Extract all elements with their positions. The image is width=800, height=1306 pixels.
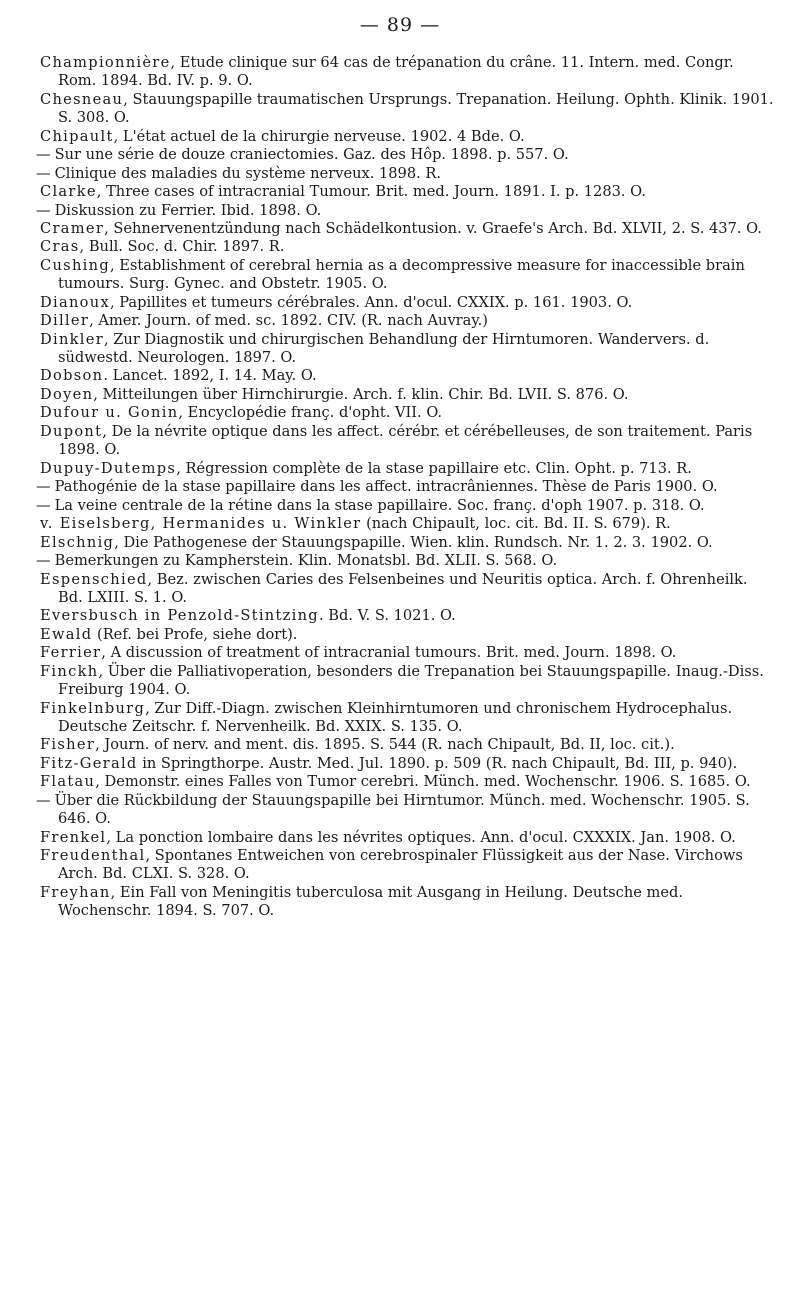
entry-text: , Über die Palliativoperation, besonders die Trepanation bei Stauungspapille. Inaug.-Diss. Freiburg 1904. O. bbox=[58, 662, 764, 699]
entry-text: in Springthorpe. Austr. Med. Jul. 1890. p. 509 (R. nach Chipault, Bd. III, p. 940). bbox=[137, 754, 738, 772]
entry-author: Dobson bbox=[40, 367, 104, 385]
bibliography-entry bbox=[36, 404, 776, 422]
repeat-author-dash: — bbox=[36, 146, 51, 164]
bibliography-entry bbox=[36, 331, 776, 368]
entry-text: Diskussion zu Ferrier. Ibid. 1898. O. bbox=[54, 201, 322, 219]
entry-text: , Papillites et tumeurs cérébrales. Ann. d'ocul. CXXIX. p. 161. 1903. O. bbox=[109, 293, 633, 311]
entry-author: Diller bbox=[40, 312, 90, 330]
entry-text: Bemerkungen zu Kampherstein. Klin. Monatsbl. Bd. XLII. S. 568. O. bbox=[54, 552, 558, 570]
entry-text: , Zur Diagnostik und chirurgischen Behandlung der Hirntumoren. Wandervers. d. südwestd. Neurologen. 1897. O. bbox=[58, 330, 710, 366]
entry-text: . Lancet. 1892, I. 14. May. O. bbox=[103, 367, 317, 385]
entry-text: , Demonstr. eines Falles von Tumor cerebri. Münch. med. Wochenschr. 1906. S. 1685. O. bbox=[95, 773, 751, 791]
bibliography-entry bbox=[36, 294, 776, 312]
bibliography-entry bbox=[36, 552, 776, 570]
entry-author: v. Eiselsberg, Hermanides u. Winkler bbox=[40, 515, 362, 533]
entry-author: Freudenthal bbox=[40, 847, 146, 865]
repeat-author-dash: — bbox=[36, 164, 51, 182]
bibliography-entry bbox=[36, 847, 776, 884]
repeat-author-dash: — bbox=[36, 552, 51, 570]
bibliography-entry bbox=[36, 792, 776, 829]
entry-author: Finckh bbox=[40, 662, 99, 680]
bibliography-entry bbox=[36, 829, 776, 847]
entry-author: Fisher bbox=[40, 736, 96, 754]
bibliography-entry bbox=[36, 884, 776, 921]
entry-author: Freyhan bbox=[40, 883, 111, 901]
bibliography-entry bbox=[36, 183, 776, 201]
bibliography-entry bbox=[36, 773, 776, 791]
entry-author: Clarke bbox=[40, 183, 97, 201]
bibliography-entry bbox=[36, 202, 776, 220]
entry-text: Pathogénie de la stase papillaire dans les affect. intracrâniennes. Thèse de Paris 1900. O. bbox=[54, 478, 718, 496]
bibliography-entry bbox=[36, 367, 776, 385]
bibliography-entry bbox=[36, 146, 776, 164]
entry-text: , Régression complète de la stase papillaire etc. Clin. Opht. p. 713. R. bbox=[176, 459, 692, 477]
bibliography-entry bbox=[36, 644, 776, 662]
entry-text: , De la névrite optique dans les affect. cérébr. et cérébelleuses, de son traitement. Paris 1898. O. bbox=[58, 422, 753, 459]
entry-text: , Three cases of intracranial Tumour. Brit. med. Journ. 1891. I. p. 1283. O. bbox=[96, 183, 646, 201]
entry-author: Frenkel bbox=[40, 828, 107, 846]
entry-author: Elschnig bbox=[40, 533, 115, 551]
bibliography-entry bbox=[36, 91, 776, 128]
bibliography-entry bbox=[36, 238, 776, 256]
bibliography-entry bbox=[36, 571, 776, 608]
entry-text: , Amer. Journ. of med. sc. 1892. CIV. (R. nach Auvray.) bbox=[89, 312, 488, 330]
entry-text: (Ref. bei Profe, siehe dort). bbox=[92, 625, 298, 643]
bibliography-entry bbox=[36, 386, 776, 404]
entry-author: Cushing bbox=[40, 256, 110, 274]
entry-author: Chipault bbox=[40, 127, 114, 145]
entry-text: , Die Pathogenese der Stauungspapille. Wien. klin. Rundsch. Nr. 1. 2. 3. 1902. O. bbox=[114, 533, 713, 551]
repeat-author-dash: — bbox=[36, 201, 51, 219]
entry-text: , La ponction lombaire dans les névrites optiques. Ann. d'ocul. CXXXIX. Jan. 1908. O. bbox=[106, 828, 736, 846]
bibliography-entry bbox=[36, 478, 776, 496]
entry-text: , Etude clinique sur 64 cas de trépanation du crâne. 11. Intern. med. Congr. Rom. 1894. Bd. IV. p. 9. O. bbox=[58, 54, 734, 90]
entry-text: La veine centrale de la rétine dans la stase papillaire. Soc. franç. d'oph 1907. p. 318. O. bbox=[54, 496, 705, 514]
entry-author: Espenschied bbox=[40, 570, 148, 588]
entry-author: Championnière bbox=[40, 54, 171, 71]
entry-text: . Bd. V. S. 1021. O. bbox=[318, 607, 456, 625]
repeat-author-dash: — bbox=[36, 791, 51, 809]
entry-author: Chesneau bbox=[40, 90, 124, 108]
repeat-author-dash: — bbox=[36, 496, 51, 514]
bibliography-entry bbox=[36, 165, 776, 183]
page-number: — 89 — bbox=[359, 14, 441, 36]
entry-author: Fitz-Gerald bbox=[40, 754, 138, 772]
entry-text: , Sehnervenentzündung nach Schädelkontusion. v. Graefe's Arch. Bd. XLVII, 2. S. 437. O. bbox=[104, 219, 762, 237]
entry-text: , Journ. of nerv. and ment. dis. 1895. S. 544 (R. nach Chipault, Bd. II, loc. cit.). bbox=[95, 736, 675, 754]
entry-text: , Stauungspapille traumatischen Ursprungs. Trepanation. Heilung. Ophth. Klinik. 1901. S. 308. O. bbox=[58, 90, 774, 127]
entry-text: Sur une série de douze craniectomies. Gaz. des Hôp. 1898. p. 557. O. bbox=[54, 146, 569, 164]
bibliography-entry bbox=[36, 663, 776, 700]
entry-author: Eversbusch in Penzold-Stintzing bbox=[40, 607, 319, 625]
bibliography-entry bbox=[36, 736, 776, 754]
entry-text: , Spontanes Entweichen von cerebrospinaler Flüssigkeit aus der Nase. Virchows Arch. Bd. CLXI. S. 328. O. bbox=[58, 847, 743, 883]
entry-text: , Bull. Soc. d. Chir. 1897. R. bbox=[79, 238, 285, 256]
entry-author: Dianoux bbox=[40, 293, 110, 311]
entry-text: , A discussion of treatment of intracranial tumours. Brit. med. Journ. 1898. O. bbox=[101, 644, 677, 662]
entry-author: Flatau bbox=[40, 773, 96, 791]
entry-author: Dinkler bbox=[40, 330, 104, 348]
entry-author: Ferrier bbox=[40, 644, 102, 662]
entry-text: , Encyclopédie franç. d'opht. VII. O. bbox=[178, 404, 443, 422]
entry-author: Finkelnburg bbox=[40, 699, 146, 717]
entry-text: , Establishment of cerebral hernia as a decompressive measure for inaccessible brain tumours. Surg. Gynec. and Obstetr. 1905. O. bbox=[58, 256, 745, 293]
entry-text: (nach Chipault, loc. cit. Bd. II. S. 679). R. bbox=[361, 515, 671, 533]
entry-text: Clinique des maladies du système nerveux. 1898. R. bbox=[54, 164, 442, 182]
entry-text: Über die Rückbildung der Stauungspapille bei Hirntumor. Münch. med. Wochenschr. 1905. S. 646. O. bbox=[54, 791, 750, 828]
bibliography-entry bbox=[36, 700, 776, 737]
bibliography-entry bbox=[36, 607, 776, 625]
entry-author: Dupuy-Dutemps bbox=[40, 459, 177, 477]
bibliography-entry bbox=[36, 497, 776, 515]
entry-author: Cras bbox=[40, 238, 80, 256]
bibliography-entry bbox=[36, 220, 776, 238]
entry-author: Dupont bbox=[40, 422, 103, 440]
entry-author: Cramer bbox=[40, 219, 105, 237]
bibliography-entry bbox=[36, 128, 776, 146]
entry-author: Ewald bbox=[40, 625, 93, 643]
entry-text: , Ein Fall von Meningitis tuberculosa mit Ausgang in Heilung. Deutsche med. Wochenschr. 1894. S. 707. O. bbox=[58, 883, 683, 920]
entry-author: Doyen bbox=[40, 385, 94, 403]
entry-author: Dufour u. Gonin bbox=[40, 404, 179, 422]
bibliography-entry bbox=[36, 312, 776, 330]
entry-text: , Zur Diff.-Diagn. zwischen Kleinhirntumoren und chronischem Hydrocephalus. Deutsche Zeitschr. f. Nervenheilk. Bd. XXIX. S. 135. O. bbox=[58, 699, 733, 735]
entry-text: , Mitteilungen über Hirnchirurgie. Arch. f. klin. Chir. Bd. LVII. S. 876. O. bbox=[93, 385, 629, 403]
entry-text: , Bez. zwischen Caries des Felsenbeines und Neuritis optica. Arch. f. Ohrenheilk. Bd. LXIII. S. 1. O. bbox=[58, 570, 748, 606]
bibliography-entry bbox=[36, 626, 776, 644]
repeat-author-dash: — bbox=[36, 478, 51, 496]
entry-text: , L'état actuel de la chirurgie nerveuse. 1902. 4 Bde. O. bbox=[113, 127, 525, 145]
bibliography-entry bbox=[36, 54, 776, 91]
bibliography-list bbox=[36, 54, 776, 921]
bibliography-entry bbox=[36, 755, 776, 773]
bibliography-entry bbox=[36, 534, 776, 552]
bibliography-entry bbox=[36, 460, 776, 478]
bibliography-entry bbox=[36, 515, 776, 533]
bibliography-entry bbox=[36, 423, 776, 460]
bibliography-entry bbox=[36, 257, 776, 294]
